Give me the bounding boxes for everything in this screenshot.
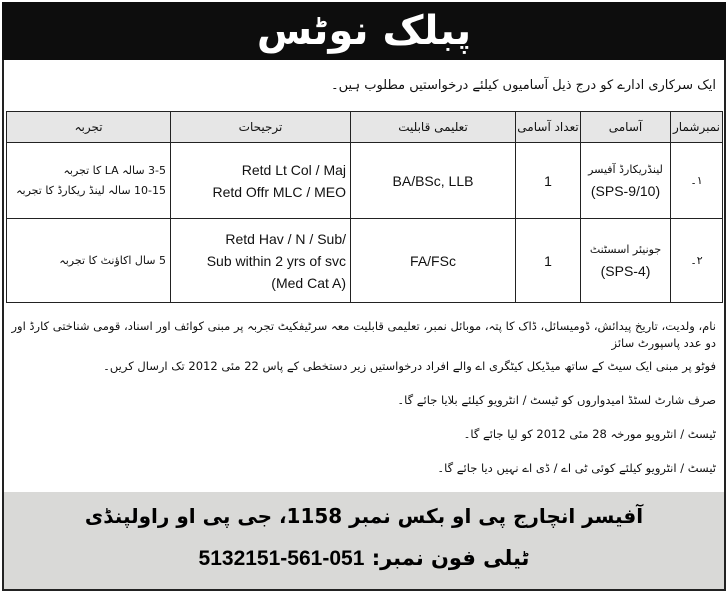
table-row xyxy=(7,143,723,219)
note-line: نام، ولدیت، تاریخ پیدائش، ڈومیسائل، ڈاک کا پتہ، موبائل نمبر، تعلیمی قابلیت معہ سرٹیفکیٹ تجربہ پر مبنی کوائف اور اسناد، قومی شناختی کارڈ اور دو عدد پاسپورٹ سائز xyxy=(11,319,716,350)
header-experience: تجربہ xyxy=(7,112,171,143)
count-cell: 1 xyxy=(516,219,581,303)
table-header-row xyxy=(7,112,723,143)
header-serial: نمبرشمار xyxy=(671,112,723,143)
experience-cell xyxy=(7,219,171,303)
note-line: صرف شارٹ لسٹڈ امیدواروں کو ٹیسٹ / انٹرویو کیلئے بلایا جائے گا۔ xyxy=(397,393,716,407)
header-preference: ترجیحات xyxy=(171,112,351,143)
post-scale: (SPS-9/10) xyxy=(590,182,661,199)
notes-section xyxy=(10,318,716,494)
note-line: فوٹو پر مبنی ایک سیٹ کے ساتھ میڈیکل کیٹگری اے والے افراد درخواستیں زیر دستخطی کے پاس 22 مئی 2012 تک ارسال کریں۔ xyxy=(103,359,716,373)
note-line: ٹیسٹ / انٹرویو مورخہ 28 مئی 2012 کو لیا جائے گا۔ xyxy=(463,427,716,441)
preference-line: Retd Hav / N / Sub/ xyxy=(225,230,346,247)
address: آفیسر انچارج پی او بکس نمبر 1158، جی پی او راولپنڈی xyxy=(84,504,644,528)
qualification-cell: FA/FSc xyxy=(351,219,516,303)
preference-line: (Med Cat A) xyxy=(271,274,346,291)
intro-text: ایک سرکاری ادارے کو درج ذیل آسامیوں کیلئے درخواستیں مطلوب ہیں۔ xyxy=(331,78,716,93)
phone-number: 051-561-5132151 xyxy=(198,547,365,570)
note-line: ٹیسٹ / انٹرویو کیلئے کوئی ٹی اے / ڈی اے نہیں دیا جائے گا۔ xyxy=(437,461,716,475)
experience-line: 10-15 سالہ لینڈ ریکارڈ کا تجربہ xyxy=(16,183,166,197)
post-name: جونیئر اسسٹنٹ xyxy=(589,242,662,256)
count-cell: 1 xyxy=(516,143,581,219)
preference-cell xyxy=(171,219,351,303)
post-cell xyxy=(581,143,671,219)
preference-line: Sub within 2 yrs of svc xyxy=(206,252,346,269)
vacancy-table xyxy=(6,111,723,303)
preference-cell xyxy=(171,143,351,219)
preference-line: Retd Offr MLC / MEO xyxy=(212,183,346,200)
qualification-cell: BA/BSc, LLB xyxy=(351,143,516,219)
header-post: آسامی xyxy=(581,112,671,143)
post-name: لینڈریکارڈ آفیسر xyxy=(588,162,663,176)
experience-cell xyxy=(7,143,171,219)
preference-line: Retd Lt Col / Maj xyxy=(241,161,346,178)
post-scale: (SPS-4) xyxy=(600,262,651,279)
post-cell xyxy=(581,219,671,303)
phone-line xyxy=(4,546,724,571)
experience-line: 5 سال اکاؤنٹ کا تجربہ xyxy=(59,253,166,267)
notice-title: پبلک نوٹس xyxy=(2,2,726,60)
header-qualification: تعلیمی قابلیت xyxy=(351,112,516,143)
contact-footer xyxy=(4,492,724,589)
serial-cell: ۱۔ xyxy=(671,143,723,219)
phone-label: ٹیلی فون نمبر: xyxy=(371,546,530,570)
experience-line: 3-5 سالہ LA کا تجربہ xyxy=(63,163,166,177)
header-count: تعداد آسامی xyxy=(516,112,581,143)
serial-cell: ۲۔ xyxy=(671,219,723,303)
table-row xyxy=(7,219,723,303)
